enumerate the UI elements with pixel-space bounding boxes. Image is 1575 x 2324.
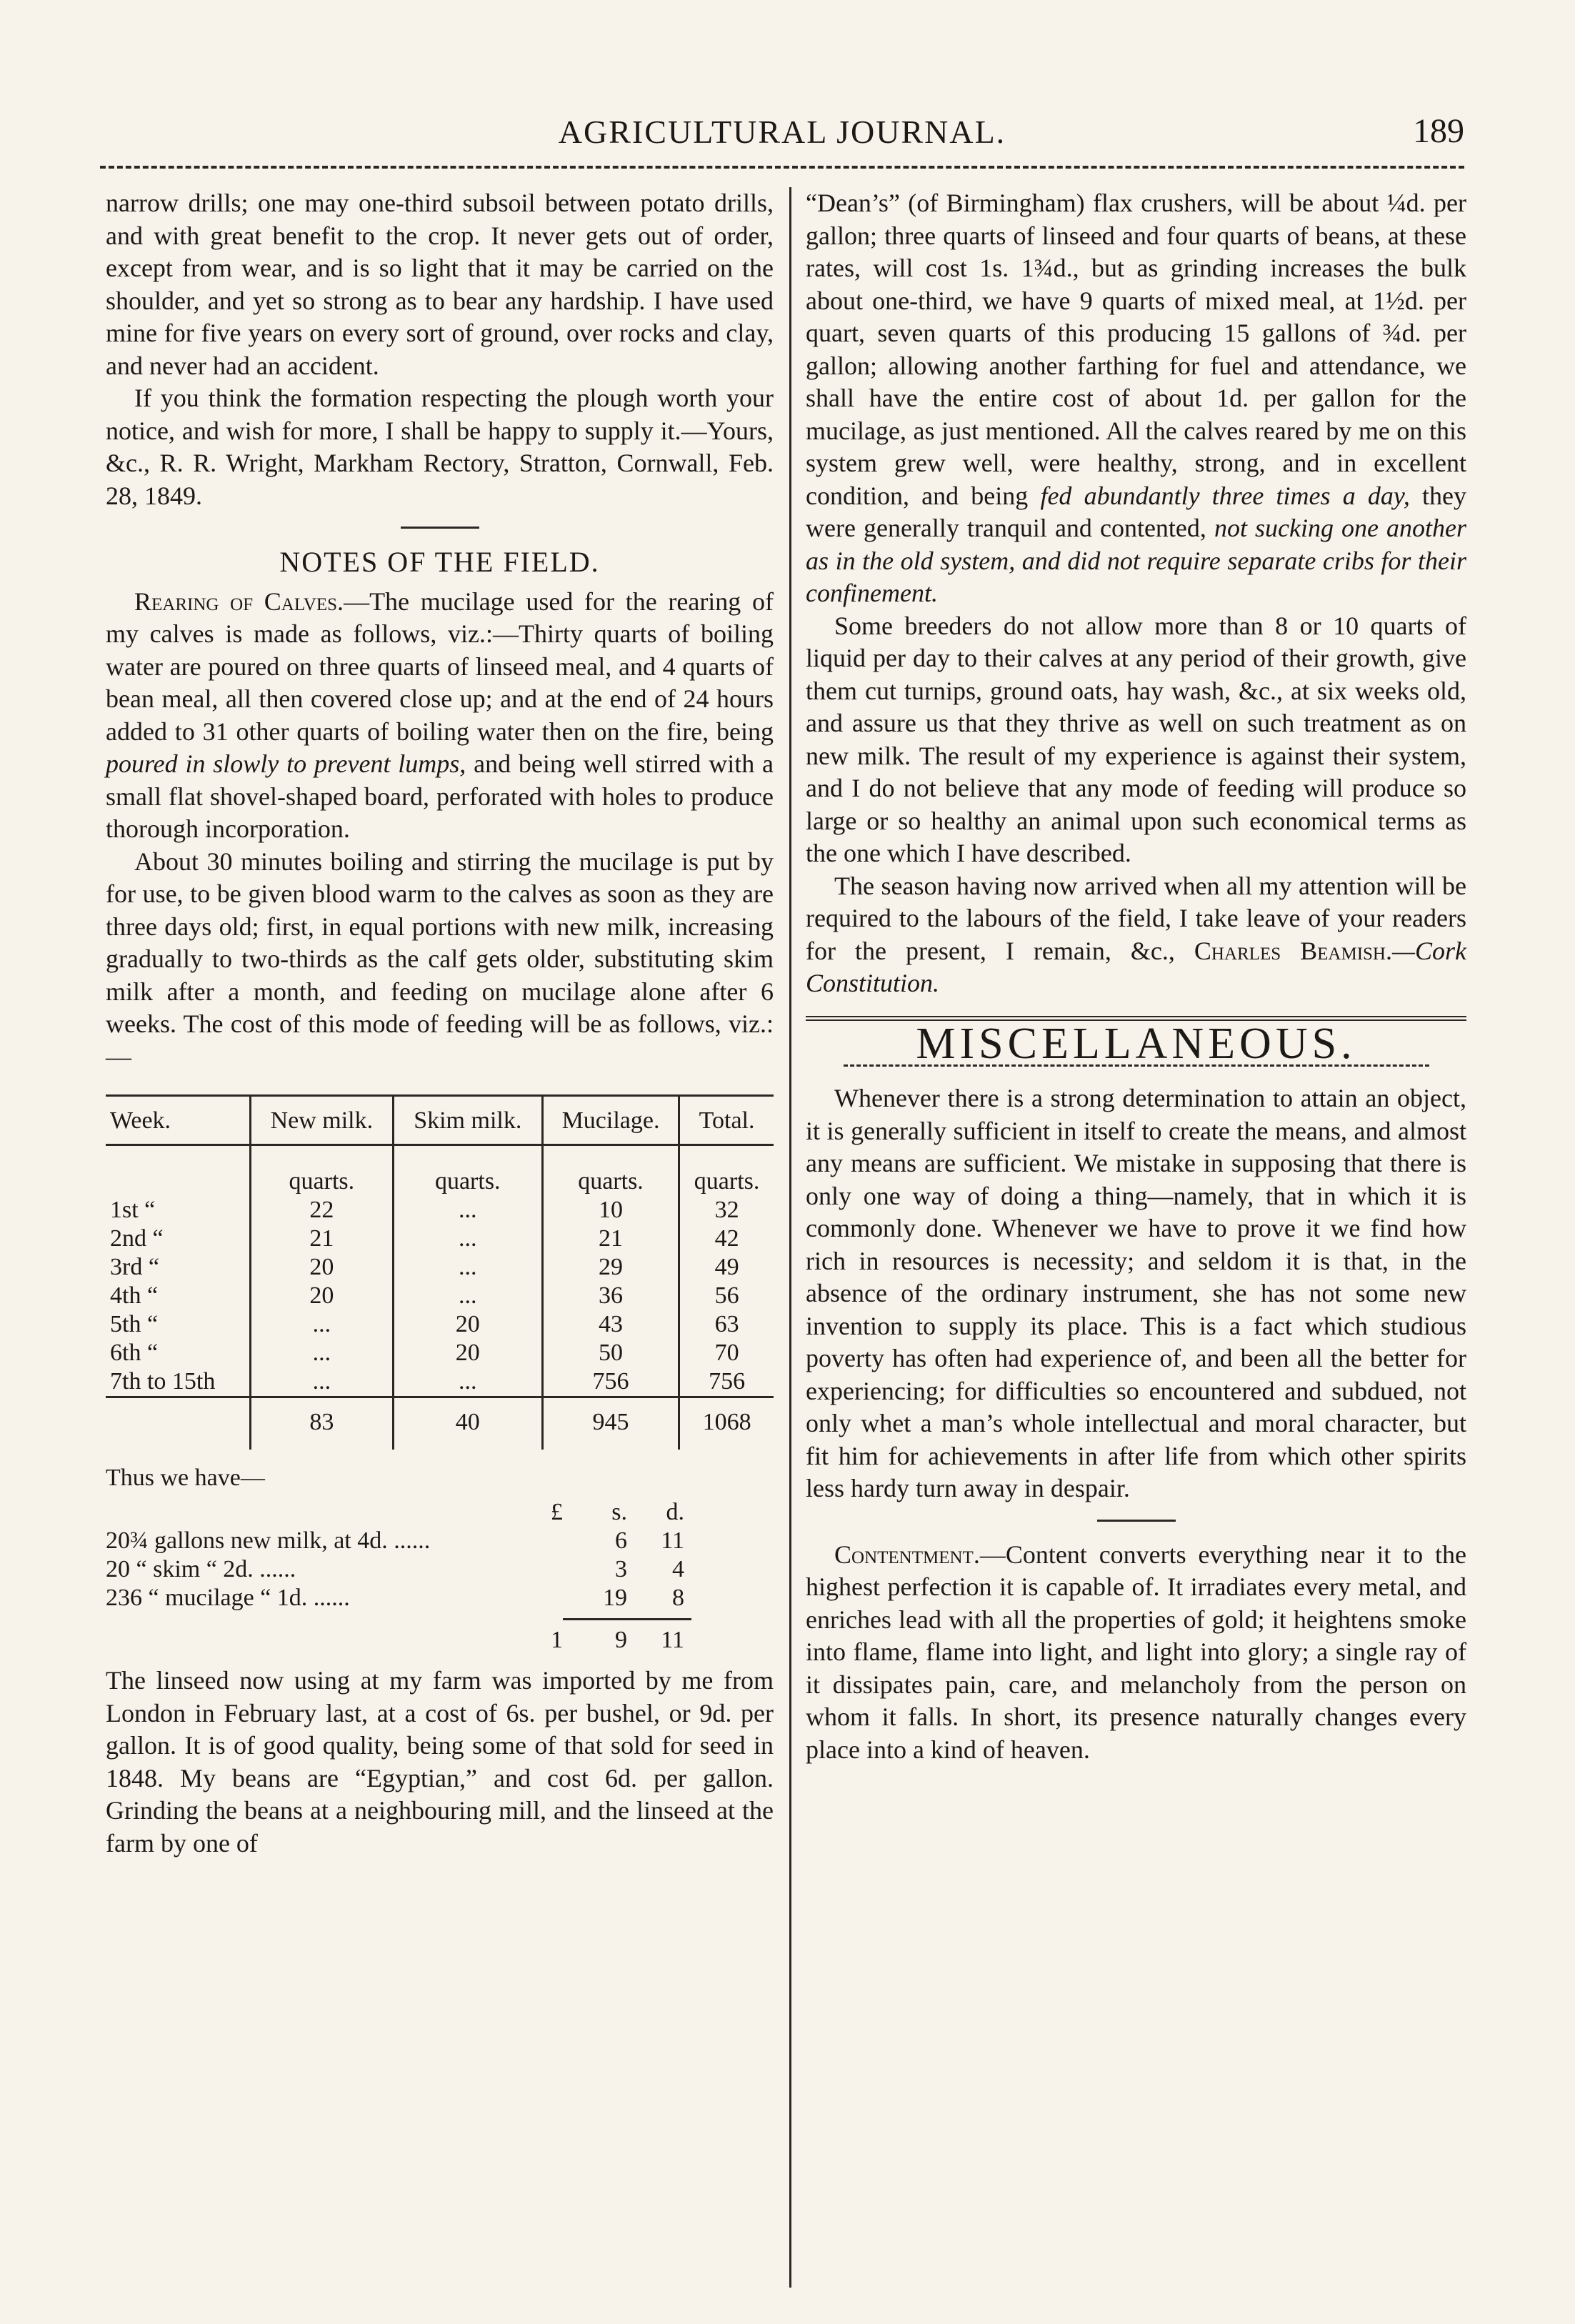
- column-divider: [789, 187, 791, 2288]
- running-title: AGRICULTURAL JOURNAL.: [558, 114, 1006, 150]
- table-totals-row: 83 40 945 1068: [106, 1397, 774, 1450]
- cost-line: 20 “ skim “ 2d. ...... 3 4: [106, 1556, 684, 1582]
- paragraph-rearing-calves: Rearing of Calves.—The mucilage used for the rearing of my calves is made as follows, viz.:—Thirty quarts of boiling water are poured on three quarts of linseed meal, and 4 quarts of bean meal, all then covered close up; and at the end of 24 hours added to 31 other quarts of boiling water then on the fire, being poured in slowly to prevent lumps, and being well stirred with a small flat shovel-shaped board, perforated with holes to produce thorough incorporation.: [106, 587, 774, 843]
- page-number: 189: [1413, 112, 1464, 150]
- table-header-row: [106, 1096, 774, 1145]
- table-header: New milk.: [251, 1096, 394, 1145]
- table-row: 7th to 15th ... ... 756 756: [106, 1367, 774, 1397]
- table-row: 3rd “ 20 ... 29 49: [106, 1253, 774, 1282]
- table-header: Mucilage.: [542, 1096, 679, 1145]
- cost-summary: [106, 1464, 774, 1655]
- run-in-heading: Contentment.: [834, 1540, 980, 1569]
- paragraph-mucilage-feeding: About 30 minutes boiling and stirring the mucilage is put by for use, to be given blood warm to the calves as soon as they are three days old; first, in equal portions with new milk, increasing gradually to two-thirds as the calf gets older, substituting skim milk after a month, and feeding on mucilage alone after 6 weeks. The cost of this mode of feeding will be as follows, viz.:—: [106, 847, 774, 1071]
- paragraph-contentment: Contentment.—Content converts everything near it to the highest perfection it is capable of. It irradiates every metal, and enriches lead with all the properties of gold; it heightens smoke into flame, flame into light, and light into glory; a single ray of it dissipates pain, care, and melancholy from the person on whom it falls. In short, its presence naturally changes every place into a kind of heaven.: [806, 1540, 1466, 1764]
- cost-summary-label: Thus we have—: [106, 1465, 265, 1491]
- left-column: [106, 187, 774, 1860]
- section-separator: [401, 527, 479, 529]
- section-separator: [1097, 1520, 1176, 1522]
- paragraph-breeders: Some breeders do not allow more than 8 or 10 quarts of liquid per day to their calves at any period of their growth, give them cut turnips, ground oats, hay wash, &c., at six weeks old, and assure us that they thrive as well on such treatment as on new milk. The result of my experience is against their system, and I do not believe that any mode of feeding will produce so large or so healthy an animal upon such economical terms as the one which I have described.: [806, 611, 1466, 867]
- signature-source: —Cork Constitution.: [806, 936, 1466, 997]
- cost-line: 236 “ mucilage “ 1d. ...... 19 8: [106, 1585, 684, 1611]
- table-row: 4th “ 20 ... 36 56: [106, 1282, 774, 1310]
- right-column: [806, 187, 1466, 1766]
- section-title-notes-of-the-field: NOTES OF THE FIELD.: [279, 546, 600, 578]
- table-row: 6th “ ... 20 50 70: [106, 1339, 774, 1367]
- page-header: [100, 107, 1464, 157]
- table-row: 2nd “ 21 ... 21 42: [106, 1225, 774, 1253]
- table-header: Total.: [679, 1096, 774, 1145]
- cost-total: 1 9 11: [551, 1627, 684, 1653]
- table-header: Skim milk.: [393, 1096, 542, 1145]
- italic-phrase: fed abundantly three times a day,: [1040, 481, 1410, 510]
- paragraph-plough-continued: narrow drills; one may one-third subsoil between potato drills, and with great benefit to the crop. It never gets out of order, except from wear, and is so light that it may be carried on the shoulder, and yet so strong as to bear any hardship. I have used mine for five years on every sort of ground, over rocks and clay, and never had an accident.: [106, 189, 774, 380]
- signature-name: Charles Beamish.: [1194, 936, 1392, 965]
- section-title-miscellaneous: MISCELLANEOUS.: [916, 1019, 1356, 1068]
- currency-header: £ s. d.: [551, 1499, 684, 1525]
- feeding-table: [106, 1094, 774, 1450]
- header-rule: [100, 166, 1464, 169]
- table-units-row: quarts. quarts. quarts. quarts.: [106, 1145, 774, 1197]
- paragraph-plough-letter-close: If you think the formation respecting the plough worth your notice, and wish for more, I shall be happy to supply it.—Yours, &c., R. R. Wright, Markham Rectory, Stratton, Cornwall, Feb. 28, 1849.: [106, 384, 774, 510]
- paragraph-linseed: The linseed now using at my farm was imported by me from London in February last, at a cost of 6s. per bushel, or 9d. per gallon. It is of good quality, being some of that sold for seed in 1848. My beans are “Egyptian,” and cost 6d. per gallon. Grinding the beans at a neighbouring mill, and the linseed at the farm by one of: [106, 1666, 774, 1857]
- table-header: Week.: [106, 1096, 251, 1145]
- run-in-heading: Rearing of Calves.: [134, 587, 344, 616]
- cost-line: 20¾ gallons new milk, at 4d. ...... 6 11: [106, 1527, 684, 1554]
- paragraph-determination: Whenever there is a strong determination to attain an object, it is generally sufficient in itself to create the means, and almost any means are sufficient. We mistake in supposing that there is only one way of doing a thing—namely, that in which it is commonly done. Whenever we have to prove it we find how rich in resources is necessity; and seldom it is that, in the absence of the ordinary instrument, she has not some new invention to supply its place. This is a fact which studious poverty has often had experience of, and been all the better for experiencing; for difficulties so encountered and subdued, not only whet a man’s whole intellectual and moral character, but fit him for achievements in after life from which other spirits less hardy turn away in despair.: [806, 1084, 1466, 1502]
- italic-phrase: not sucking one another as in the old system, and did not require separate cribs for their confinement.: [806, 514, 1466, 607]
- table-row: 1st “ 22 ... 10 32: [106, 1196, 774, 1225]
- italic-phrase: poured in slowly to prevent lumps,: [106, 749, 466, 778]
- table-row: 5th “ ... 20 43 63: [106, 1310, 774, 1339]
- paragraph-crushers: “Dean’s” (of Birmingham) flax crushers, will be about ¼d. per gallon; three quarts of linseed and four quarts of beans, at these rates, will cost 1s. 1¾d., but as grinding increases the bulk about one-third, we have 9 quarts of mixed meal, at 1½d. per quart, seven quarts of this producing 15 gallons of ¾d. per gallon; allowing another farthing for fuel and attendance, we shall have the entire cost of about 1d. per gallon for the mucilage, as just mentioned. All the calves reared by me on this system grew well, were healthy, strong, and in excellent condition, and being fed abundantly three times a day, they were generally tranquil and contented, not sucking one another as in the old system, and did not require separate cribs for their confinement.: [806, 189, 1467, 607]
- sum-rule: [563, 1618, 691, 1620]
- paragraph-season-farewell: The season having now arrived when all my attention will be required to the labours of the field, I take leave of your readers for the present, I remain, &c., Charles Beamish.—Cork Constitution.: [806, 871, 1466, 997]
